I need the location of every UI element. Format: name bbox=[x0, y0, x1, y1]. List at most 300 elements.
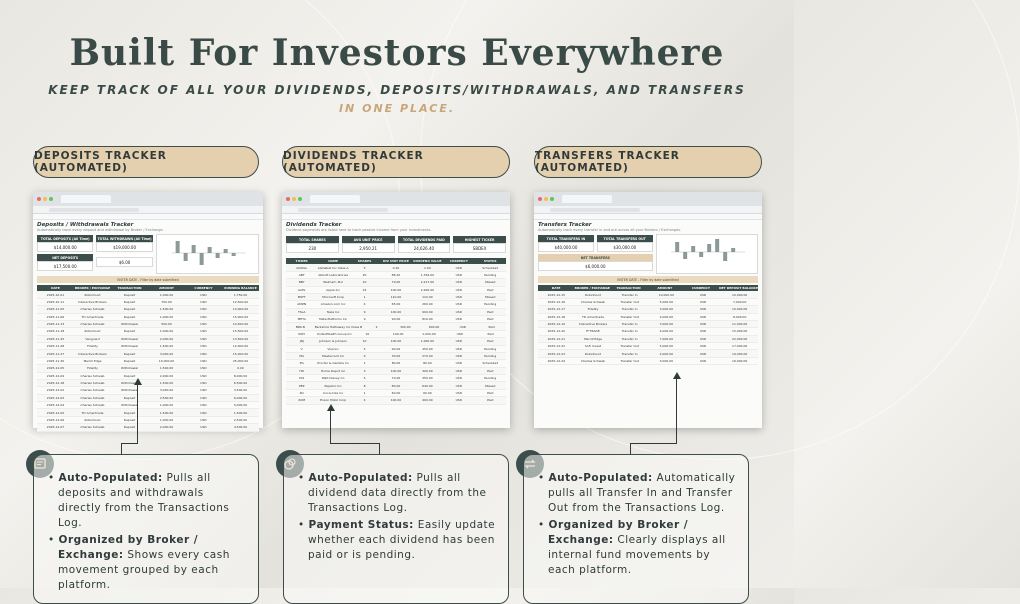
table-cell: V bbox=[300, 346, 303, 351]
table-cell: Pending bbox=[484, 272, 497, 277]
table-cell: Missed bbox=[485, 383, 496, 388]
table-cell: 1,000.00 bbox=[159, 403, 174, 408]
table-cell: Withdrawal bbox=[121, 336, 138, 341]
column-header: BROKER / EXCHANGE bbox=[574, 286, 610, 291]
table-row bbox=[37, 358, 259, 365]
page-subtitle-highlight: IN ONE PLACE. bbox=[338, 102, 456, 115]
table-cell: 2025-11-27 bbox=[46, 351, 65, 356]
table-cell: 2,000.00 bbox=[159, 336, 174, 341]
table-cell: Scheduled bbox=[482, 361, 499, 366]
column-header: AMOUNT bbox=[159, 286, 174, 291]
table-cell: Robinhood bbox=[84, 292, 101, 297]
table-cell: DIS bbox=[299, 376, 305, 381]
stat-avg-unit-price: AVG UNIT PRICE 2,950.21 bbox=[342, 236, 395, 253]
dividends-feature-card bbox=[283, 454, 509, 604]
table-cell: 1,750.00 bbox=[233, 292, 248, 297]
table-cell: 2025-12-23 bbox=[547, 351, 566, 356]
table-cell: 3,000.00 bbox=[659, 307, 674, 312]
table-cell: 1,000.00 bbox=[159, 329, 174, 334]
table-cell: Charles Schwab bbox=[581, 358, 605, 363]
table-cell: 0.20 bbox=[392, 265, 400, 270]
table-row bbox=[37, 291, 259, 298]
table-cell: USD bbox=[200, 351, 207, 356]
table-cell: USD bbox=[200, 322, 207, 327]
table-cell: 1,500.00 bbox=[159, 410, 174, 415]
table-cell: USD bbox=[200, 381, 207, 386]
table-cell: 2,000.00 bbox=[659, 351, 674, 356]
table-row bbox=[37, 417, 259, 424]
table-cell: 2025-12-24 bbox=[547, 358, 566, 363]
transfers-table bbox=[538, 285, 758, 365]
table-cell: Paid bbox=[487, 287, 494, 292]
table-cell: 88.20 bbox=[391, 272, 401, 277]
mini-bar-chart bbox=[656, 234, 758, 274]
table-cell: 60.00 bbox=[391, 390, 401, 395]
table-cell: UnitedHealth Group Inc bbox=[316, 331, 352, 336]
table-cell: 90.00 bbox=[391, 346, 401, 351]
table-cell: 4,500.00 bbox=[233, 425, 248, 430]
feature-bullet: • Organized by Broker / Exchange: Shows every cash movement grouped by each platform. bbox=[48, 534, 230, 591]
table-cell: Fidelity bbox=[87, 366, 98, 371]
table-cell: Charles Schwab bbox=[80, 307, 105, 312]
pointer-arrow bbox=[327, 404, 335, 411]
browser-urlbar bbox=[534, 206, 762, 214]
table-cell: 22,000.00 bbox=[732, 336, 748, 341]
table-row bbox=[286, 316, 506, 323]
table-cell: USD bbox=[455, 368, 463, 373]
table-cell: Deposit bbox=[123, 314, 136, 319]
browser-urlbar bbox=[33, 206, 263, 214]
table-cell: Deposit bbox=[123, 299, 136, 304]
table-cell: USD bbox=[200, 344, 207, 349]
stat-total-shares: TOTAL SHARES 230 bbox=[286, 236, 339, 253]
table-cell: Pending bbox=[484, 346, 497, 351]
table-cell: USD bbox=[459, 324, 467, 329]
table-cell: USD bbox=[455, 302, 463, 307]
table-cell: 3 bbox=[363, 368, 366, 373]
table-cell: 100.00 bbox=[390, 309, 402, 314]
table-cell: 5,000.00 bbox=[659, 344, 674, 349]
table-cell: USD bbox=[455, 376, 463, 381]
table-cell: 1,500.00 bbox=[233, 410, 248, 415]
table-cell: Transfer Out bbox=[620, 314, 639, 319]
table-cell: USD bbox=[455, 354, 463, 359]
table-cell: Microsoft Corp bbox=[322, 295, 344, 300]
table-cell: TD Ameritrade bbox=[582, 314, 604, 319]
table-cell: Paid bbox=[487, 331, 494, 336]
table-cell: Abbott Laboratories bbox=[318, 272, 349, 277]
column-header: DATE bbox=[51, 286, 60, 291]
dividends-table bbox=[286, 258, 506, 405]
table-cell: 2025-12-07 bbox=[46, 425, 65, 430]
table-cell: 15,500.00 bbox=[232, 329, 249, 334]
table-cell: Home Depot Inc bbox=[320, 368, 346, 373]
table-cell: Paid bbox=[488, 324, 495, 329]
table-row bbox=[286, 264, 506, 271]
table-cell: USD bbox=[200, 388, 207, 393]
table-cell: Charles Schwab bbox=[80, 403, 105, 408]
table-row bbox=[37, 328, 259, 335]
sheet-subtitle: Automatically track every deposit and withdrawal by Broker / Exchange. bbox=[37, 228, 164, 232]
column-header: AMOUNT bbox=[657, 286, 673, 291]
table-cell: Deposit bbox=[123, 395, 136, 400]
column-header: NET DEPOSIT BALANCE bbox=[719, 286, 759, 291]
table-cell: 9 bbox=[363, 354, 366, 359]
table-cell: 5,000.00 bbox=[233, 403, 248, 408]
table-cell: 2,000.00 bbox=[159, 425, 174, 430]
sheet-title: Deposits / Withdrawals Tracker bbox=[37, 222, 134, 228]
table-cell: 100.00 bbox=[390, 368, 402, 373]
table-cell: Robinhood bbox=[585, 351, 601, 356]
table-cell: BBY bbox=[298, 280, 305, 285]
table-row bbox=[286, 331, 506, 338]
table-row bbox=[286, 309, 506, 316]
table-cell: 3,000.00 bbox=[159, 351, 174, 356]
page-subtitle: KEEP TRACK OF ALL YOUR DIVIDENDS, DEPOSITS/WITHDRAWALS, AND TRANSFERS bbox=[48, 83, 746, 97]
table-cell: 1,000.00 bbox=[159, 314, 174, 319]
table-cell: Merrill Edge bbox=[584, 336, 602, 341]
table-row bbox=[37, 336, 259, 343]
table-cell: 12,000.00 bbox=[232, 344, 249, 349]
table-cell: USD bbox=[200, 307, 207, 312]
table-row bbox=[286, 301, 506, 308]
table-cell: USD bbox=[455, 390, 463, 395]
table-cell: USD bbox=[699, 314, 707, 319]
table-cell: UNH bbox=[298, 331, 305, 336]
table-cell: Missed bbox=[485, 280, 496, 285]
table-cell: 2025-10-11 bbox=[46, 299, 65, 304]
table-cell: Charles Schwab bbox=[80, 322, 105, 327]
table-cell: Mastercard Inc bbox=[322, 354, 345, 359]
table-cell: 2025-12-22 bbox=[547, 344, 566, 349]
browser-tabbar bbox=[534, 192, 762, 206]
column-header: CURRENCY bbox=[194, 286, 213, 291]
table-cell: 2025-11-28 bbox=[46, 344, 65, 349]
table-cell: Charles Schwab bbox=[80, 388, 105, 393]
table-cell: XOM bbox=[298, 398, 306, 403]
table-cell: 640.00 bbox=[422, 383, 433, 388]
table-cell: 65.00 bbox=[391, 302, 401, 307]
table-cell: Charles Schwab bbox=[80, 373, 105, 378]
table-cell: Interactive Brokers bbox=[78, 351, 107, 356]
table-row bbox=[286, 375, 506, 382]
table-cell: 80.00 bbox=[391, 383, 401, 388]
table-cell: Visa Inc bbox=[327, 346, 339, 351]
feature-bullet: • Auto-Populated: Pulls all dividend data directly from the Transactions Log. bbox=[298, 472, 487, 514]
table-cell: PEP bbox=[298, 383, 305, 388]
table-cell: 22 bbox=[362, 287, 367, 292]
table-row bbox=[286, 287, 506, 294]
table-cell: 1 bbox=[363, 390, 366, 395]
table-cell: 2025-12-05 bbox=[46, 410, 65, 415]
table-row bbox=[37, 306, 259, 313]
table-row bbox=[286, 397, 506, 404]
table-row bbox=[37, 321, 259, 328]
table-cell: 80.00 bbox=[391, 361, 401, 366]
table-cell: AAPL bbox=[297, 287, 306, 292]
table-cell: USD bbox=[455, 361, 463, 366]
table-cell: Paid bbox=[487, 339, 494, 344]
table-cell: 11,000.00 bbox=[732, 322, 748, 327]
table-cell: 2025-11-05 bbox=[46, 307, 65, 312]
table-cell: Deposit bbox=[123, 351, 136, 356]
table-cell: JNJ bbox=[299, 339, 304, 344]
table-cell: 2025-11-25 bbox=[46, 336, 65, 341]
table-cell: 2025-12-05 bbox=[46, 366, 65, 371]
feature-bullet: • Payment Status: Easily update whether each dividend has been paid or is pending. bbox=[298, 519, 496, 561]
table-cell: 6,500.00 bbox=[233, 381, 248, 386]
table-cell: 2,500.00 bbox=[233, 417, 248, 422]
column-header: TICKER bbox=[295, 259, 308, 264]
pointer-line bbox=[121, 443, 138, 444]
pointer-line bbox=[330, 410, 331, 444]
table-cell: 2025-12-16 bbox=[547, 299, 566, 304]
table-cell: 90.00 bbox=[391, 317, 401, 322]
table-row bbox=[37, 314, 259, 321]
table-row bbox=[286, 279, 506, 286]
table-cell: Paid bbox=[487, 368, 494, 373]
table-cell: Vanguard bbox=[85, 336, 100, 341]
table-cell: 2025-12-20 bbox=[547, 329, 566, 334]
deposits-table bbox=[37, 285, 259, 432]
table-cell: 60.00 bbox=[423, 390, 432, 395]
table-cell: 10,000.00 bbox=[658, 292, 674, 297]
table-cell: Fidelity bbox=[87, 344, 98, 349]
stat-transfers-in: TOTAL TRANSFERS IN $40,000.00 bbox=[538, 235, 594, 252]
deposits-tracker-pill: DEPOSITS TRACKER (AUTOMATED) bbox=[33, 146, 259, 178]
table-cell: Withdrawal bbox=[121, 381, 138, 386]
table-cell: 2025-11-30 bbox=[46, 358, 65, 363]
table-cell: Withdrawal bbox=[121, 344, 138, 349]
table-cell: 2,217.00 bbox=[420, 280, 435, 285]
table-cell: USD bbox=[200, 366, 207, 371]
table-cell: 100.00 bbox=[390, 339, 402, 344]
table-cell: Deposit bbox=[123, 307, 136, 312]
table-cell: USD bbox=[699, 351, 707, 356]
table-cell: 450.00 bbox=[422, 346, 433, 351]
pointer-arrow bbox=[673, 372, 681, 379]
table-row bbox=[286, 346, 506, 353]
table-cell: 2025-11-13 bbox=[46, 322, 65, 327]
dividends-tracker-pill: DIVIDENDS TRACKER (AUTOMATED) bbox=[282, 146, 510, 178]
table-row bbox=[37, 395, 259, 402]
table-cell: 100.00 bbox=[392, 331, 404, 336]
table-cell: 20 bbox=[362, 272, 367, 277]
table-cell: 5 bbox=[363, 265, 366, 270]
table-cell: Deposit bbox=[123, 373, 136, 378]
table-cell: PepsiCo Inc bbox=[324, 383, 342, 388]
table-cell: Deposit bbox=[123, 329, 136, 334]
table-cell: Charles Schwab bbox=[80, 381, 105, 386]
table-cell: Apple Inc bbox=[326, 287, 341, 292]
table-cell: 2025-10-01 bbox=[46, 292, 65, 297]
table-row bbox=[538, 321, 758, 328]
table-cell: Transfer In bbox=[621, 351, 638, 356]
table-cell: 10,000.00 bbox=[158, 358, 175, 363]
stat-total-withdrawn: TOTAL WITHDRAWN (All Time) $19,000.00 bbox=[96, 235, 152, 252]
column-header: NAME bbox=[328, 259, 339, 264]
table-cell: Paid bbox=[487, 390, 494, 395]
table-cell: 2025-12-19 bbox=[547, 322, 566, 327]
stat-net-deposits: NET DEPOSITS $17,500.00 bbox=[37, 254, 93, 271]
table-cell: 1,000.00 bbox=[159, 292, 174, 297]
table-cell: 10,000.00 bbox=[732, 307, 748, 312]
table-cell: USD bbox=[699, 344, 707, 349]
table-cell: USD bbox=[456, 331, 463, 336]
table-cell: 1,500.00 bbox=[159, 366, 174, 371]
table-cell: Missed bbox=[485, 295, 496, 300]
dividends-sheet-screenshot bbox=[282, 192, 510, 428]
table-cell: 10 bbox=[365, 331, 370, 336]
table-cell: 1,764.00 bbox=[420, 272, 435, 277]
table-cell: Interactive Brokers bbox=[578, 322, 608, 327]
table-cell: 25,000.00 bbox=[232, 358, 249, 363]
sheet-subtitle: Automatically track every transfer in and out across all your Brokers / Exchanges. bbox=[538, 228, 682, 232]
table-cell: 17,000.00 bbox=[732, 344, 748, 349]
table-cell: 3,000.00 bbox=[659, 322, 674, 327]
table-cell: 1,500.00 bbox=[159, 344, 174, 349]
table-cell: 13,500.00 bbox=[232, 336, 249, 341]
table-cell: Fidelity bbox=[587, 307, 599, 312]
table-cell: USD bbox=[200, 410, 207, 415]
table-cell: 1 bbox=[363, 361, 366, 366]
table-cell: USD bbox=[455, 383, 463, 388]
table-row bbox=[286, 360, 506, 367]
table-cell: 2 bbox=[375, 324, 378, 329]
table-cell: Transfer Out bbox=[620, 299, 639, 304]
table-cell: 5,000.00 bbox=[659, 299, 674, 304]
table-cell: Berkshire Hathaway Inc Class B bbox=[314, 324, 363, 329]
table-cell: 400.00 bbox=[422, 398, 433, 403]
table-cell: Pending bbox=[484, 354, 497, 359]
table-row bbox=[538, 336, 758, 343]
table-cell: 1,500.00 bbox=[159, 381, 174, 386]
table-cell: 350.00 bbox=[422, 376, 433, 381]
table-cell: Paid bbox=[487, 398, 494, 403]
table-cell: Charles Schwab bbox=[581, 299, 605, 304]
table-cell: Pending bbox=[484, 302, 497, 307]
table-cell: MA bbox=[299, 354, 305, 359]
column-header: DIVIDEND VALUE bbox=[413, 259, 442, 264]
table-cell: 4 bbox=[363, 398, 366, 403]
table-cell: KO bbox=[299, 390, 304, 395]
table-cell: USD bbox=[455, 272, 463, 277]
table-cell: 9 bbox=[363, 317, 366, 322]
table-cell: 5 bbox=[363, 376, 366, 381]
table-cell: 2025-12-04 bbox=[46, 403, 65, 408]
deposits-feature-card bbox=[33, 454, 259, 604]
table-row bbox=[37, 350, 259, 357]
table-cell: 2025-12-02 bbox=[46, 388, 65, 393]
pointer-line bbox=[630, 443, 677, 444]
table-cell: 2025-12-15 bbox=[547, 292, 566, 297]
column-header: CURRENCY bbox=[449, 259, 468, 264]
table-row bbox=[37, 373, 259, 380]
table-cell: Charles Schwab bbox=[80, 425, 105, 430]
table-cell: 810.00 bbox=[422, 317, 433, 322]
table-cell: 2025-12-17 bbox=[547, 307, 566, 312]
table-cell: ABT bbox=[298, 272, 305, 277]
table-cell: Amazon.com Inc bbox=[320, 302, 346, 307]
sheet-subtitle: Dividend payments are listed here to track passive income from your investments. bbox=[286, 228, 432, 232]
pointer-line bbox=[330, 443, 380, 444]
table-row bbox=[286, 368, 506, 375]
table-cell: Transfer In bbox=[621, 292, 638, 297]
stat-net-transfers: NET TRANSFERS $6,000.00 bbox=[538, 254, 653, 271]
table-cell: Robinhood bbox=[585, 292, 601, 297]
table-cell: 79.00 bbox=[391, 280, 401, 285]
column-header: CURRENCY bbox=[691, 286, 711, 291]
browser-urlbar bbox=[282, 206, 510, 214]
filter-banner: ENTER DATE - Filter by date submitted bbox=[37, 276, 259, 283]
table-cell: 3,000.00 bbox=[159, 388, 174, 393]
table-cell: Withdrawal bbox=[121, 388, 138, 393]
feature-bullet: • Organized by Broker / Exchange: Clearly displays all internal fund movements by each platform. bbox=[538, 519, 726, 576]
table-cell: 600.00 bbox=[428, 324, 440, 329]
table-cell: USD bbox=[699, 358, 707, 363]
transfers-sheet-screenshot bbox=[534, 192, 762, 428]
browser-tabbar bbox=[282, 192, 510, 206]
table-cell: Procter & Gamble Co bbox=[317, 361, 349, 366]
table-cell: USD bbox=[200, 373, 207, 378]
table-cell: 1,000.00 bbox=[422, 331, 436, 336]
column-header: BROKER / EXCHANGE bbox=[74, 286, 111, 291]
table-cell: USD bbox=[455, 287, 463, 292]
table-cell: Johnson & Johnson bbox=[319, 339, 348, 344]
table-cell: Exxon Mobil Corp bbox=[320, 398, 347, 403]
table-cell: 2,000.00 bbox=[659, 314, 674, 319]
table-cell: 12,500.00 bbox=[232, 299, 249, 304]
table-cell: MSFT bbox=[297, 295, 306, 300]
table-cell: USD bbox=[699, 307, 707, 312]
table-cell: 10 bbox=[362, 280, 367, 285]
table-cell: 14,000.00 bbox=[232, 307, 249, 312]
table-row bbox=[37, 299, 259, 306]
table-cell: Interactive Brokers bbox=[78, 299, 107, 304]
table-cell: Withdrawal bbox=[121, 403, 138, 408]
table-cell: Meta Platforms Inc bbox=[319, 317, 348, 322]
table-cell: 2025-12-21 bbox=[547, 336, 566, 341]
table-cell: 15,000.00 bbox=[732, 329, 748, 334]
table-cell: BRK.B bbox=[295, 324, 305, 329]
table-cell: 100.00 bbox=[390, 398, 402, 403]
table-cell: META bbox=[297, 317, 306, 322]
table-cell: 100.00 bbox=[390, 287, 402, 292]
column-header: SHARES bbox=[357, 259, 372, 264]
table-cell: USD bbox=[699, 336, 707, 341]
sheet-title: Dividends Tracker bbox=[286, 222, 342, 228]
table-cell: USD bbox=[200, 314, 207, 319]
table-row bbox=[37, 387, 259, 394]
table-cell: Transfer Out bbox=[620, 344, 639, 349]
pointer-line bbox=[676, 378, 677, 444]
table-cell: Transfer In bbox=[621, 329, 638, 334]
table-row bbox=[538, 343, 758, 350]
table-cell: 900.00 bbox=[422, 309, 433, 314]
table-cell: Walt Disney Co bbox=[321, 376, 345, 381]
table-row bbox=[286, 272, 506, 279]
table-row bbox=[286, 382, 506, 389]
table-cell: 2025-12-18 bbox=[46, 381, 65, 386]
table-cell: AMZN bbox=[297, 302, 307, 307]
table-cell: USD bbox=[200, 358, 207, 363]
table-cell: 10,000.00 bbox=[732, 292, 748, 297]
table-cell: 4 bbox=[363, 302, 366, 307]
table-cell: SoFi Invest bbox=[584, 344, 602, 349]
table-cell: USD bbox=[699, 299, 707, 304]
table-row bbox=[37, 402, 259, 409]
deposits-sheet-screenshot bbox=[33, 192, 263, 428]
